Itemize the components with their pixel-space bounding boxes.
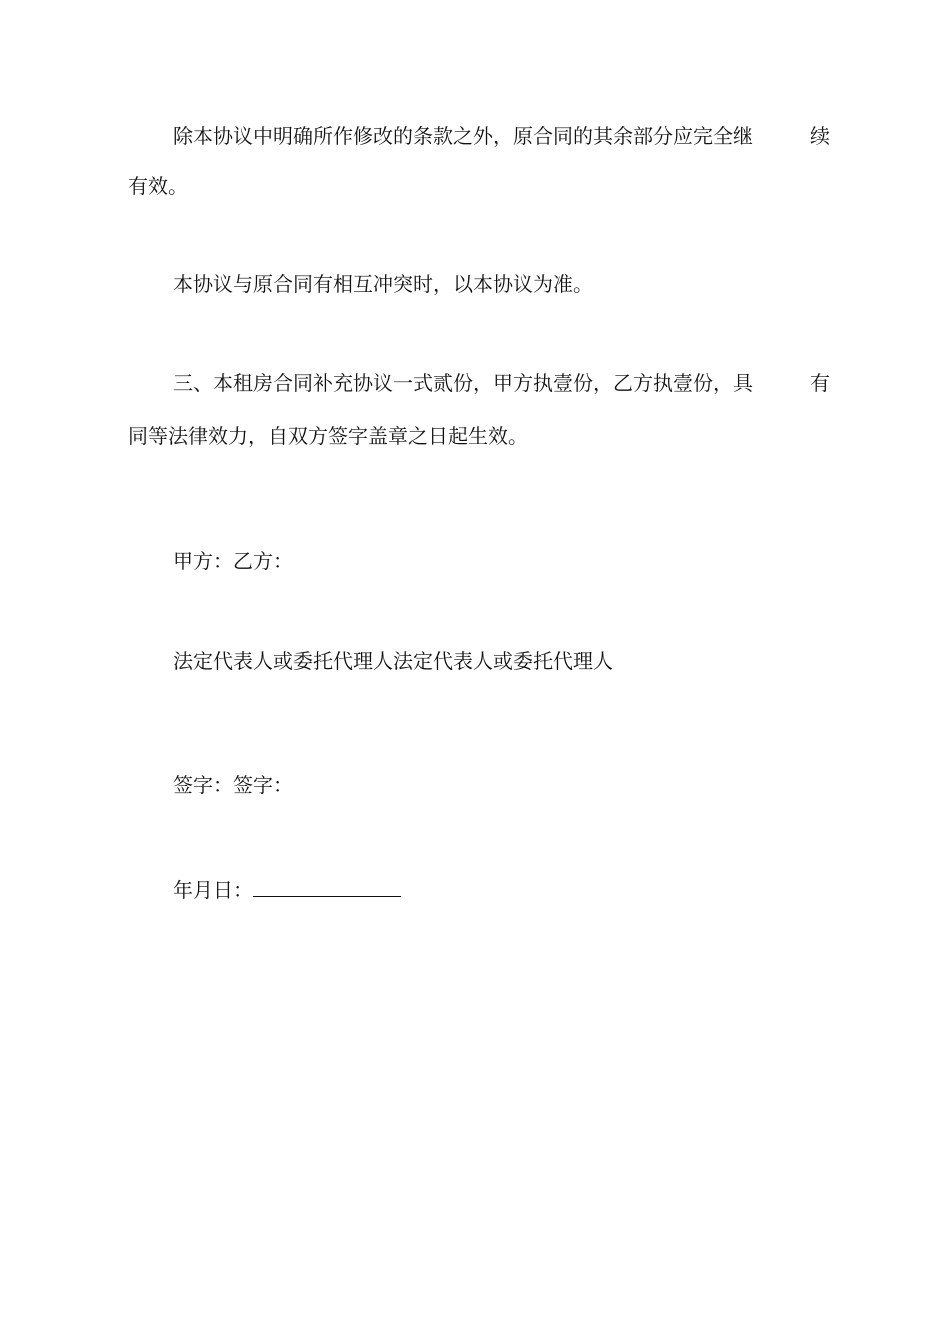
paragraph-1-line-1-end: 续: [810, 124, 830, 148]
paragraph-1-line-1-text: 除本协议中明确所作修改的条款之外，原合同的其余部分应完全继: [173, 124, 753, 148]
parties-line: 甲方：乙方：: [173, 549, 293, 573]
paragraph-1-line-1: [173, 123, 830, 149]
paragraph-3-line-1-text: 三、本租房合同补充协议一式贰份，甲方执壹份，乙方执壹份，具: [173, 371, 753, 395]
date-blank-underline: [253, 878, 401, 897]
date-line: [173, 877, 401, 903]
paragraph-3-line-2: 同等法律效力，自双方签字盖章之日起生效。: [128, 424, 528, 448]
date-label: 年月日：: [173, 878, 253, 902]
paragraph-1-line-2: 有效。: [128, 174, 188, 198]
paragraph-2: 本协议与原合同有相互冲突时，以本协议为准。: [173, 272, 593, 296]
paragraph-3-line-1-end: 有: [810, 371, 830, 395]
representatives-line: 法定代表人或委托代理人法定代表人或委托代理人: [173, 649, 613, 673]
signatures-line: 签字：签字：: [173, 773, 293, 797]
paragraph-3-line-1: [173, 370, 830, 396]
